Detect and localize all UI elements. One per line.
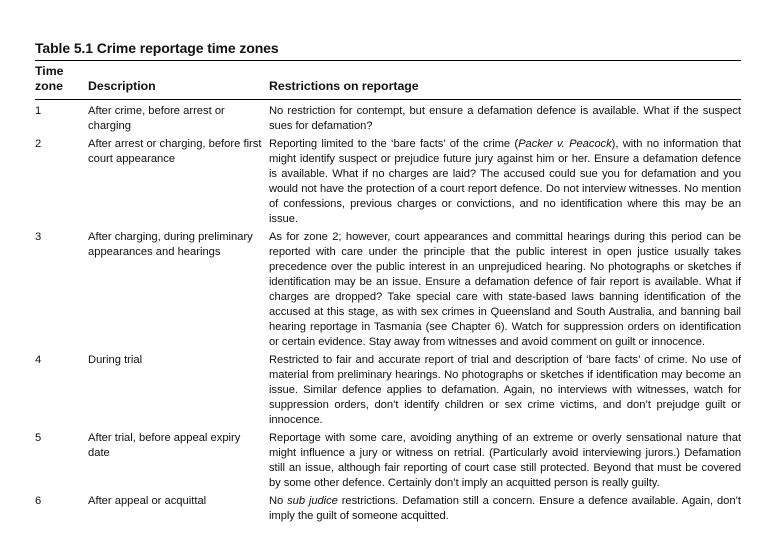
header-restrictions: Restrictions on reportage	[269, 79, 419, 93]
restrictions-cell	[269, 353, 741, 428]
table-row	[35, 353, 741, 428]
description-cell: After charging, during preliminary appearances and hearings	[88, 231, 253, 258]
text-segment: Reporting limited to the ‘bare facts’ of the crime (	[269, 138, 519, 150]
description-cell: After appeal or acquittal	[88, 495, 207, 507]
zone-cell: 4	[35, 354, 42, 366]
italic-citation: sub judice	[287, 495, 338, 507]
italic-citation: Packer v. Peacock	[518, 138, 612, 150]
table-row	[35, 230, 741, 350]
restrictions-cell	[269, 104, 741, 134]
zone-cell: 6	[35, 495, 42, 507]
table-title: Table 5.1 Crime reportage time zones	[35, 40, 279, 56]
zone-cell: 1	[35, 105, 42, 117]
description-cell: During trial	[88, 354, 143, 366]
text-segment: No restriction for contempt, but ensure a defamation defence is available. What if the suspect sues for defamation?	[269, 105, 741, 132]
table-body	[35, 100, 741, 524]
restrictions-cell	[269, 137, 741, 227]
text-segment: Restricted to fair and accurate report of trial and description of ‘bare facts’ of crime. No use of material from preliminary hearings. No photographs or sketches if identification may become an issue. Similar defence applies to defamation. Again, no interviews with witnesses, watch for suppression orders, don’t identify children or sex crime victims, and don’t prejudge guilt or innocence.	[269, 354, 741, 426]
document-page	[35, 39, 741, 527]
text-segment: Reportage with some care, avoiding anything of an extreme or overly sensational nature that might influence a jury or witness on retrial. (Particularly avoid interviewing jurors.) Defamation still an issue, although fair reporting of court case still protected. Beyond that must be covered by some other defence. Certainly don’t imply an acquitted person is really guilty.	[269, 432, 741, 489]
text-segment: No	[269, 495, 288, 507]
header-time-zone-line2: zone	[35, 79, 64, 93]
table-header-row	[35, 61, 741, 99]
table-row	[35, 137, 741, 227]
header-time-zone-line1: Time	[35, 64, 64, 78]
text-segment: restrictions. Defamation still a concern. Ensure a defence available. Again, don’t imply the guilt of someone acquitted.	[269, 495, 741, 522]
restrictions-cell	[269, 494, 741, 524]
restrictions-cell	[269, 431, 741, 491]
table-row	[35, 494, 741, 524]
description-cell: After trial, before appeal expiry date	[88, 432, 241, 459]
restrictions-cell	[269, 230, 741, 350]
description-cell: After arrest or charging, before first court appearance	[88, 138, 262, 165]
header-description: Description	[88, 79, 156, 93]
text-segment: As for zone 2; however, court appearances and committal hearings during this period can be reported with care under the principle that the public interest in open justice usually takes precedence over the public interest in an unprejudiced hearing. No photographs or sketches if identification may be an issue. Ensure a defamation defence of fair report is available. What if charges are dropped? Take special care with state-based laws banning identification of the accused at this stage, as with sex crimes in Queensland and South Australia, and banning bail hearing reportage in Tasmania (see Chapter 6). Watch for suppression orders on identification or certain evidence. Stay away from witnesses and avoid comment on guilt or innocence.	[269, 231, 741, 348]
table-row	[35, 431, 741, 491]
text-segment: ), with no information that might identify suspect or prejudice future jury against him or her. Ensure a defamation defence is available. What if no charges are laid? The accused could sue you for defamation and you would not have the protection of a court report defence. Do not interview witnesses. No mention of confessions, previous charges or convictions, and no identification where this may be an issue.	[269, 138, 742, 225]
zone-cell: 3	[35, 231, 42, 243]
table-row	[35, 104, 741, 134]
zone-cell: 2	[35, 138, 42, 150]
header-time-zone	[35, 64, 88, 94]
zone-cell: 5	[35, 432, 42, 444]
description-cell: After crime, before arrest or charging	[88, 105, 225, 132]
